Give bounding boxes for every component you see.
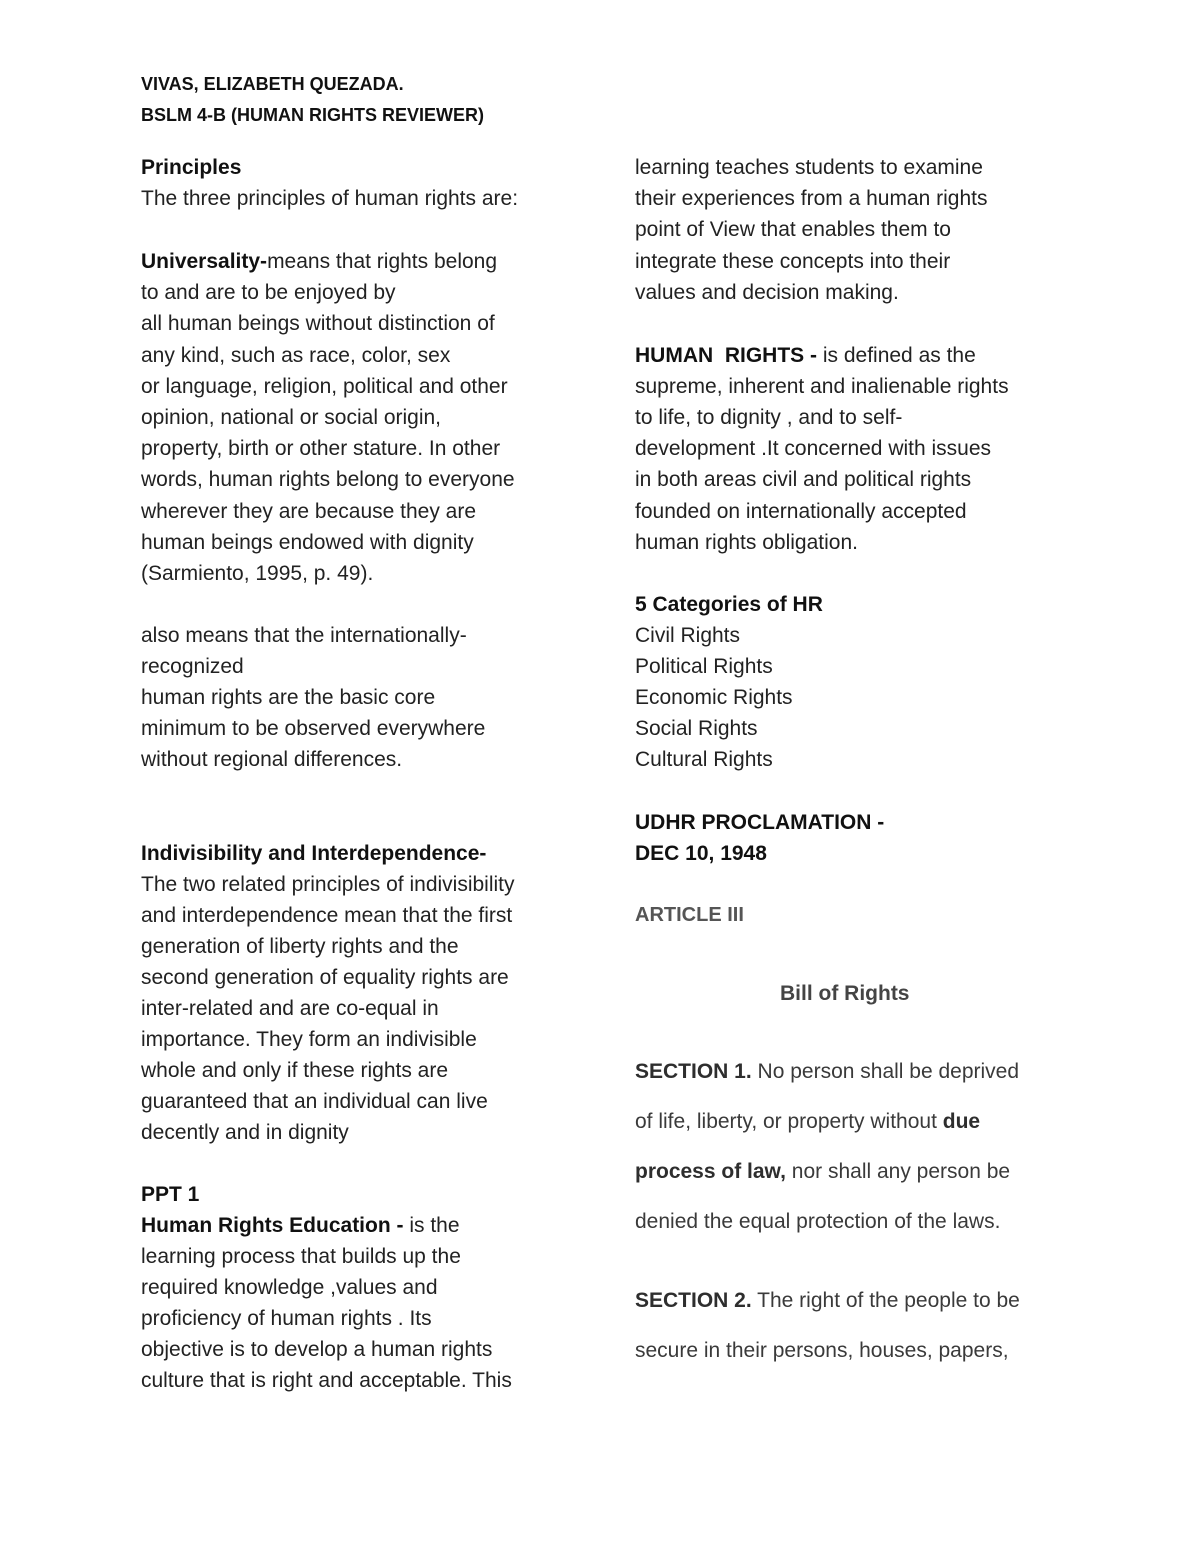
principles-intro: The three principles of human rights are: <box>141 187 519 210</box>
continued-line: integrate these concepts into their <box>635 250 951 273</box>
also-line: without regional differences. <box>141 748 403 771</box>
universality-line: Universality-means that rights belong <box>141 250 498 273</box>
category-item: Social Rights <box>635 717 758 740</box>
udhr-heading: UDHR PROCLAMATION - <box>635 811 885 834</box>
continued-line: values and decision making. <box>635 281 899 304</box>
section-1-line: of life, liberty, or property without due <box>635 1110 981 1133</box>
hre-line: learning process that builds up the <box>141 1245 461 1268</box>
section-1-line: denied the equal protection of the laws. <box>635 1210 1001 1233</box>
hre-line: Human Rights Education - is the <box>141 1214 460 1237</box>
hre-line: required knowledge ,values and <box>141 1276 438 1299</box>
categories-heading: 5 Categories of HR <box>635 593 823 616</box>
indivisibility-line: whole and only if these rights are <box>141 1059 449 1082</box>
universality-line: opinion, national or social origin, <box>141 406 442 429</box>
hr-definition-line: HUMAN RIGHTS - is defined as the <box>635 344 976 367</box>
indivisibility-line: and interdependence mean that the first <box>141 904 513 927</box>
universality-line: any kind, such as race, color, sex <box>141 344 451 367</box>
section-2-line: SECTION 2. The right of the people to be <box>635 1289 1020 1312</box>
indivisibility-line: guaranteed that an individual can live <box>141 1090 488 1113</box>
hr-definition-line: supreme, inherent and inalienable rights <box>635 375 1009 398</box>
hr-term: HUMAN RIGHTS - <box>635 344 817 367</box>
indivisibility-line: The two related principles of indivisibility <box>141 873 515 896</box>
universality-line: property, birth or other stature. In other <box>141 437 501 460</box>
indivisibility-line: decently and in dignity <box>141 1121 349 1144</box>
section-2-line: secure in their persons, houses, papers, <box>635 1339 1009 1362</box>
also-line: human rights are the basic core <box>141 686 436 709</box>
also-line: also means that the internationally- <box>141 624 467 647</box>
category-item: Political Rights <box>635 655 773 678</box>
universality-line: to and are to be enjoyed by <box>141 281 396 304</box>
universality-line: (Sarmiento, 1995, p. 49). <box>141 562 374 585</box>
hr-definition-line: to life, to dignity , and to self- <box>635 406 903 429</box>
also-line: minimum to be observed everywhere <box>141 717 486 740</box>
category-item: Economic Rights <box>635 686 793 709</box>
universality-term: Universality- <box>141 250 268 273</box>
bill-of-rights-heading: Bill of Rights <box>780 982 910 1005</box>
category-item: Cultural Rights <box>635 748 773 771</box>
hre-line: proficiency of human rights . Its <box>141 1307 432 1330</box>
universality-line: all human beings without distinction of <box>141 312 495 335</box>
ppt-heading: PPT 1 <box>141 1183 200 1206</box>
hr-definition-line: human rights obligation. <box>635 531 858 554</box>
indivisibility-line: inter-related and are co-equal in <box>141 997 439 1020</box>
continued-line: learning teaches students to examine <box>635 156 983 179</box>
principles-heading: Principles <box>141 156 242 179</box>
hr-definition-line: in both areas civil and political rights <box>635 468 972 491</box>
author-name: VIVAS, ELIZABETH QUEZADA. <box>141 74 404 94</box>
category-item: Civil Rights <box>635 624 741 647</box>
indivisibility-line: generation of liberty rights and the <box>141 935 459 958</box>
indivisibility-line: second generation of equality rights are <box>141 966 509 989</box>
indivisibility-heading: Indivisibility and Interdependence- <box>141 842 487 865</box>
continued-line: point of View that enables them to <box>635 218 951 241</box>
hre-line: objective is to develop a human rights <box>141 1338 493 1361</box>
universality-line: human beings endowed with dignity <box>141 531 474 554</box>
section-2-label: SECTION 2. <box>635 1289 752 1312</box>
universality-line: wherever they are because they are <box>141 500 477 523</box>
universality-line: words, human rights belong to everyone <box>141 468 515 491</box>
udhr-date: DEC 10, 1948 <box>635 842 767 865</box>
also-line: recognized <box>141 655 244 678</box>
universality-line: or language, religion, political and other <box>141 375 508 398</box>
section-1-label: SECTION 1. <box>635 1060 752 1083</box>
hre-term: Human Rights Education - <box>141 1214 404 1237</box>
indivisibility-line: importance. They form an indivisible <box>141 1028 477 1051</box>
section-1-line: SECTION 1. No person shall be deprived <box>635 1060 1020 1083</box>
hre-line: culture that is right and acceptable. This <box>141 1369 512 1392</box>
hr-definition-line: founded on internationally accepted <box>635 500 967 523</box>
article-heading: ARTICLE III <box>635 904 744 926</box>
course-title: BSLM 4-B (HUMAN RIGHTS REVIEWER) <box>141 105 484 125</box>
continued-line: their experiences from a human rights <box>635 187 988 210</box>
hr-definition-line: development .It concerned with issues <box>635 437 992 460</box>
section-1-line: process of law, nor shall any person be <box>635 1160 1011 1183</box>
